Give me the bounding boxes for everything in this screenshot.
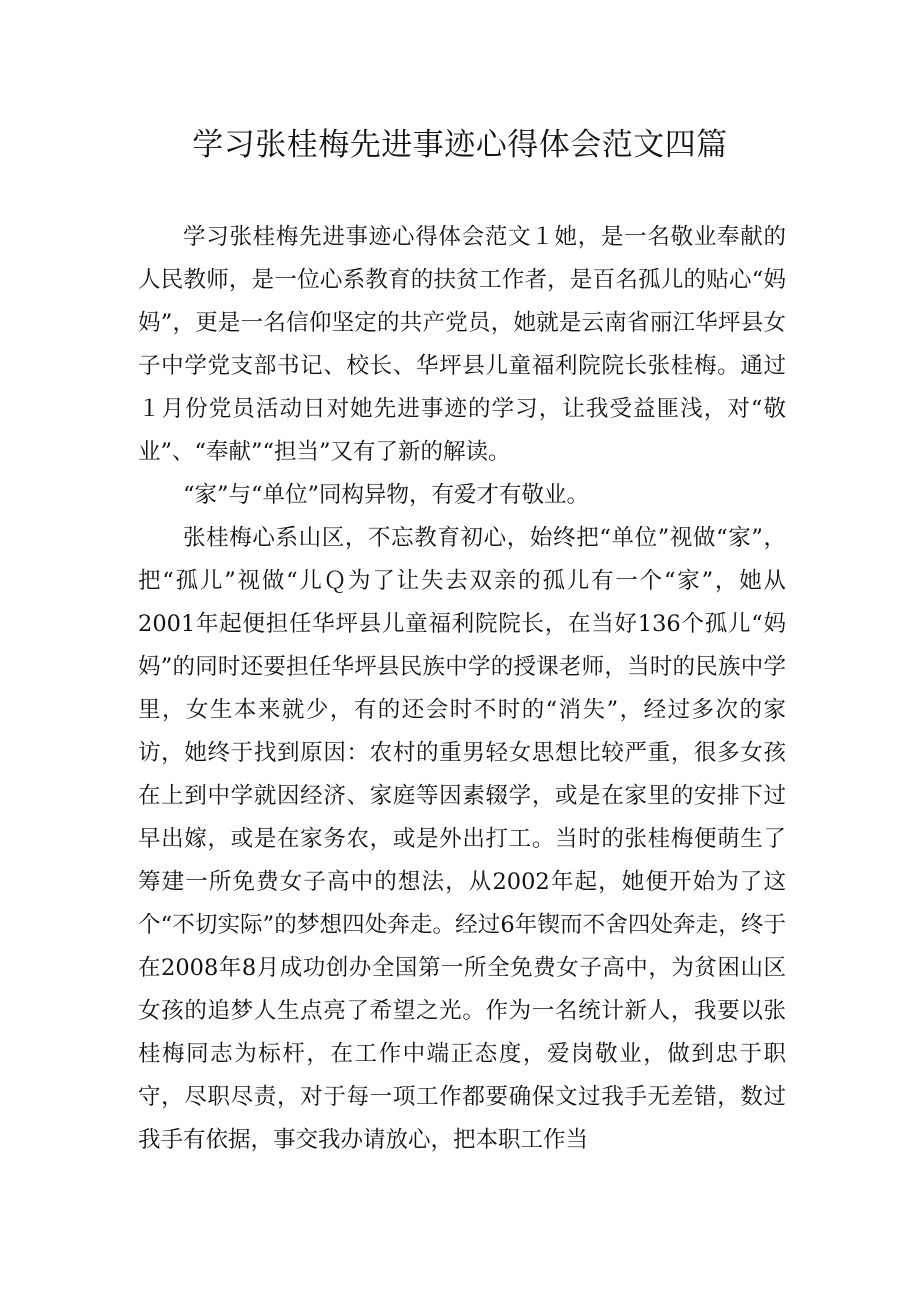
- paragraph-intro: 学习张桂梅先进事迹心得体会范文１她，是一名敬业奉献的人民教师，是一位心系教育的扶贫工作者，是百名孤儿的贴心“妈妈”，更是一名信仰坚定的共产党员，她就是云南省丽江华坪县女子中学党支部书记、校长、华坪县儿童福利院院长张桂梅。通过１月份党员活动日对她先进事迹的学习，让我受益匪浅，对“敬业”、“奉献”“担当”又有了新的解读。: [138, 224, 786, 465]
- document-title: 学习张桂梅先进事迹心得体会范文四篇: [192, 127, 728, 163]
- document-body: [138, 216, 786, 1162]
- paragraph-main: 张桂梅心系山区，不忘教育初心，始终把“单位”视做“家”，把“孤儿”视做“儿Ｑ为了让失去双亲的孤儿有一个“家”，她从2001年起便担任华坪县儿童福利院院长，在当好136个孤儿“妈妈”的同时还要担任华坪县民族中学的授课老师，当时的民族中学里，女生本来就少，有的还会时不时的“消失”，经过多次的家访，她终于找到原因：农村的重男轻女思想比较严重，很多女孩在上到中学就因经济、家庭等因素辍学，或是在家里的安排下过早出嫁，或是在家务农，或是外出打工。当时的张桂梅便萌生了筹建一所免费女子高中的想法，从2002年起，她便开始为了这个“不切实际”的梦想四处奔走。经过6年锲而不舍四处奔走，终于在2008年8月成功创办全国第一所全免费女子高中，为贫困山区女孩的追梦人生点亮了希望之光。作为一名统计新人，我要以张桂梅同志为标杆，在工作中端正态度，爱岗敬业，做到忠于职守，尽职尽责，对于每一项工作都要确保文过我手无差错，数过我手有依据，事交我办请放心，把本职工作当: [138, 525, 786, 1153]
- paragraph-subheading: “家”与“单位”同构异物，有爱才有敬业。: [183, 482, 590, 508]
